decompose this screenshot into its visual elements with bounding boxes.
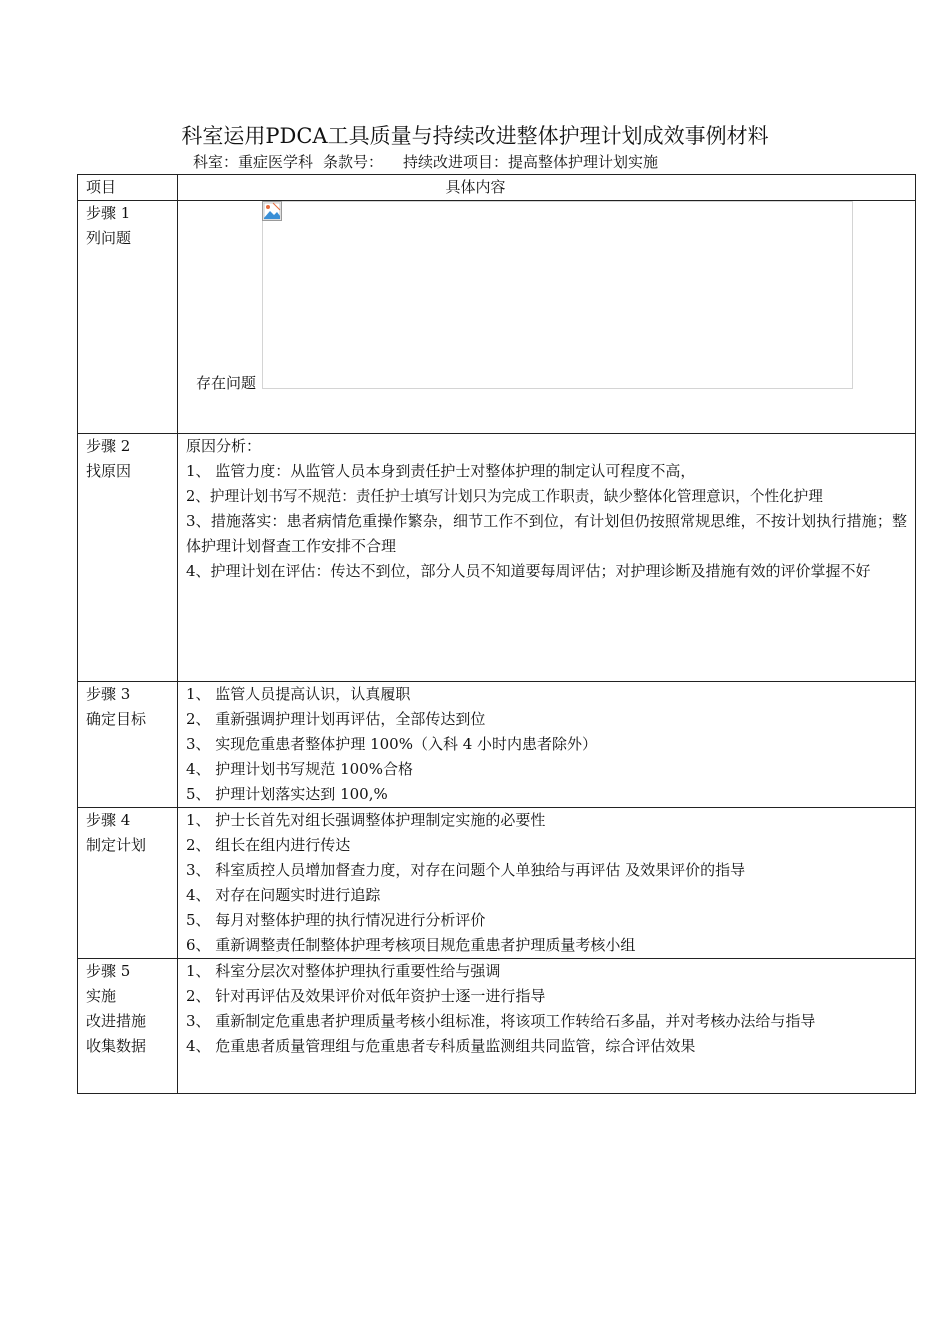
list-item: 5、 每月对整体护理的执行情况进行分析评价 bbox=[186, 911, 486, 929]
step5-content bbox=[178, 959, 916, 1094]
step5-label-title: 实施 bbox=[86, 987, 117, 1005]
step5-label bbox=[78, 959, 178, 1094]
broken-image-icon bbox=[262, 201, 282, 221]
problem-caption: 存在问题 bbox=[196, 374, 257, 392]
table-row-step5 bbox=[78, 959, 916, 1094]
step4-label bbox=[78, 808, 178, 959]
header-item: 项目 bbox=[78, 175, 178, 201]
problem-image-frame bbox=[262, 201, 853, 389]
step5-label-number: 步骤 5 bbox=[86, 962, 131, 980]
document-subtitle bbox=[193, 152, 668, 172]
list-item: 2、 组长在组内进行传达 bbox=[186, 836, 351, 854]
list-item: 3、措施落实：患者病情危重操作繁杂，细节工作不到位，有计划但仍按照常规思维，不按计划执行措施；整体护理计划督查工作安排不合理 bbox=[186, 512, 907, 555]
list-item: 3、 实现危重患者整体护理 100%（入科 4 小时内患者除外） bbox=[186, 735, 598, 753]
list-item: 5、 护理计划落实达到 100,% bbox=[186, 785, 388, 803]
list-item: 6、 重新调整责任制整体护理考核项目规危重患者护理质量考核小组 bbox=[186, 936, 636, 954]
step1-label-title: 列问题 bbox=[86, 229, 132, 247]
step5-label-sub1: 改进措施 bbox=[86, 1012, 147, 1030]
table-row-step2 bbox=[78, 434, 916, 682]
list-item: 4、护理计划在评估：传达不到位，部分人员不知道要每周评估；对护理诊断及措施有效的评价掌握不好 bbox=[186, 562, 871, 580]
list-item: 2、护理计划书写不规范：责任护士填写计划只为完成工作职责，缺少整体化管理意识，个性化护理 bbox=[186, 488, 823, 505]
step2-label bbox=[78, 434, 178, 682]
step4-label-title: 制定计划 bbox=[86, 836, 147, 854]
table-header-row bbox=[78, 175, 916, 201]
step2-label-title: 找原因 bbox=[86, 462, 132, 480]
step3-label-number: 步骤 3 bbox=[86, 685, 131, 703]
step1-label-number: 步骤 1 bbox=[86, 204, 131, 222]
step3-content bbox=[178, 682, 916, 808]
list-item: 4、 护理计划书写规范 100%合格 bbox=[186, 760, 413, 778]
step1-label bbox=[78, 201, 178, 434]
list-item: 3、 科室质控人员增加督查力度，对存在问题个人单独给与再评估 及效果评价的指导 bbox=[186, 861, 746, 879]
department-label: 科室：重症医学科 bbox=[193, 153, 314, 171]
document-title: 科室运用PDCA工具质量与持续改进整体护理计划成效事例材料 bbox=[181, 124, 769, 148]
list-item: 原因分析： bbox=[186, 437, 262, 455]
step3-label bbox=[78, 682, 178, 808]
pdca-table bbox=[77, 174, 916, 1094]
step5-label-sub2: 收集数据 bbox=[86, 1037, 147, 1055]
step1-content bbox=[178, 201, 916, 434]
table-row-step4 bbox=[78, 808, 916, 959]
list-item: 1、 监管力度：从监管人员本身到责任护士对整体护理的制定认可程度不高， bbox=[186, 462, 696, 480]
header-content: 具体内容 bbox=[178, 175, 916, 201]
step3-label-title: 确定目标 bbox=[86, 710, 147, 728]
list-item: 1、 护士长首先对组长强调整体护理制定实施的必要性 bbox=[186, 811, 546, 829]
table-row-step1 bbox=[78, 201, 916, 434]
list-item: 3、 重新制定危重患者护理质量考核小组标准，将该项工作转给石多晶，并对考核办法给与指导 bbox=[186, 1012, 816, 1030]
list-item: 1、 科室分层次对整体护理执行重要性给与强调 bbox=[186, 962, 501, 980]
project-label: 持续改进项目：提高整体护理计划实施 bbox=[403, 153, 659, 171]
list-item: 2、 重新强调护理计划再评估，全部传达到位 bbox=[186, 710, 486, 728]
list-item: 1、 监管人员提高认识，认真履职 bbox=[186, 685, 411, 703]
clause-label: 条款号： bbox=[323, 153, 384, 171]
list-item: 4、 对存在问题实时进行追踪 bbox=[186, 886, 381, 904]
table-row-step3 bbox=[78, 682, 916, 808]
step2-content bbox=[178, 434, 916, 682]
step4-content bbox=[178, 808, 916, 959]
step2-label-number: 步骤 2 bbox=[86, 437, 131, 455]
list-item: 4、 危重患者质量管理组与危重患者专科质量监测组共同监管，综合评估效果 bbox=[186, 1037, 696, 1055]
step4-label-number: 步骤 4 bbox=[86, 811, 131, 829]
list-item: 2、 针对再评估及效果评价对低年资护士逐一进行指导 bbox=[186, 987, 546, 1005]
